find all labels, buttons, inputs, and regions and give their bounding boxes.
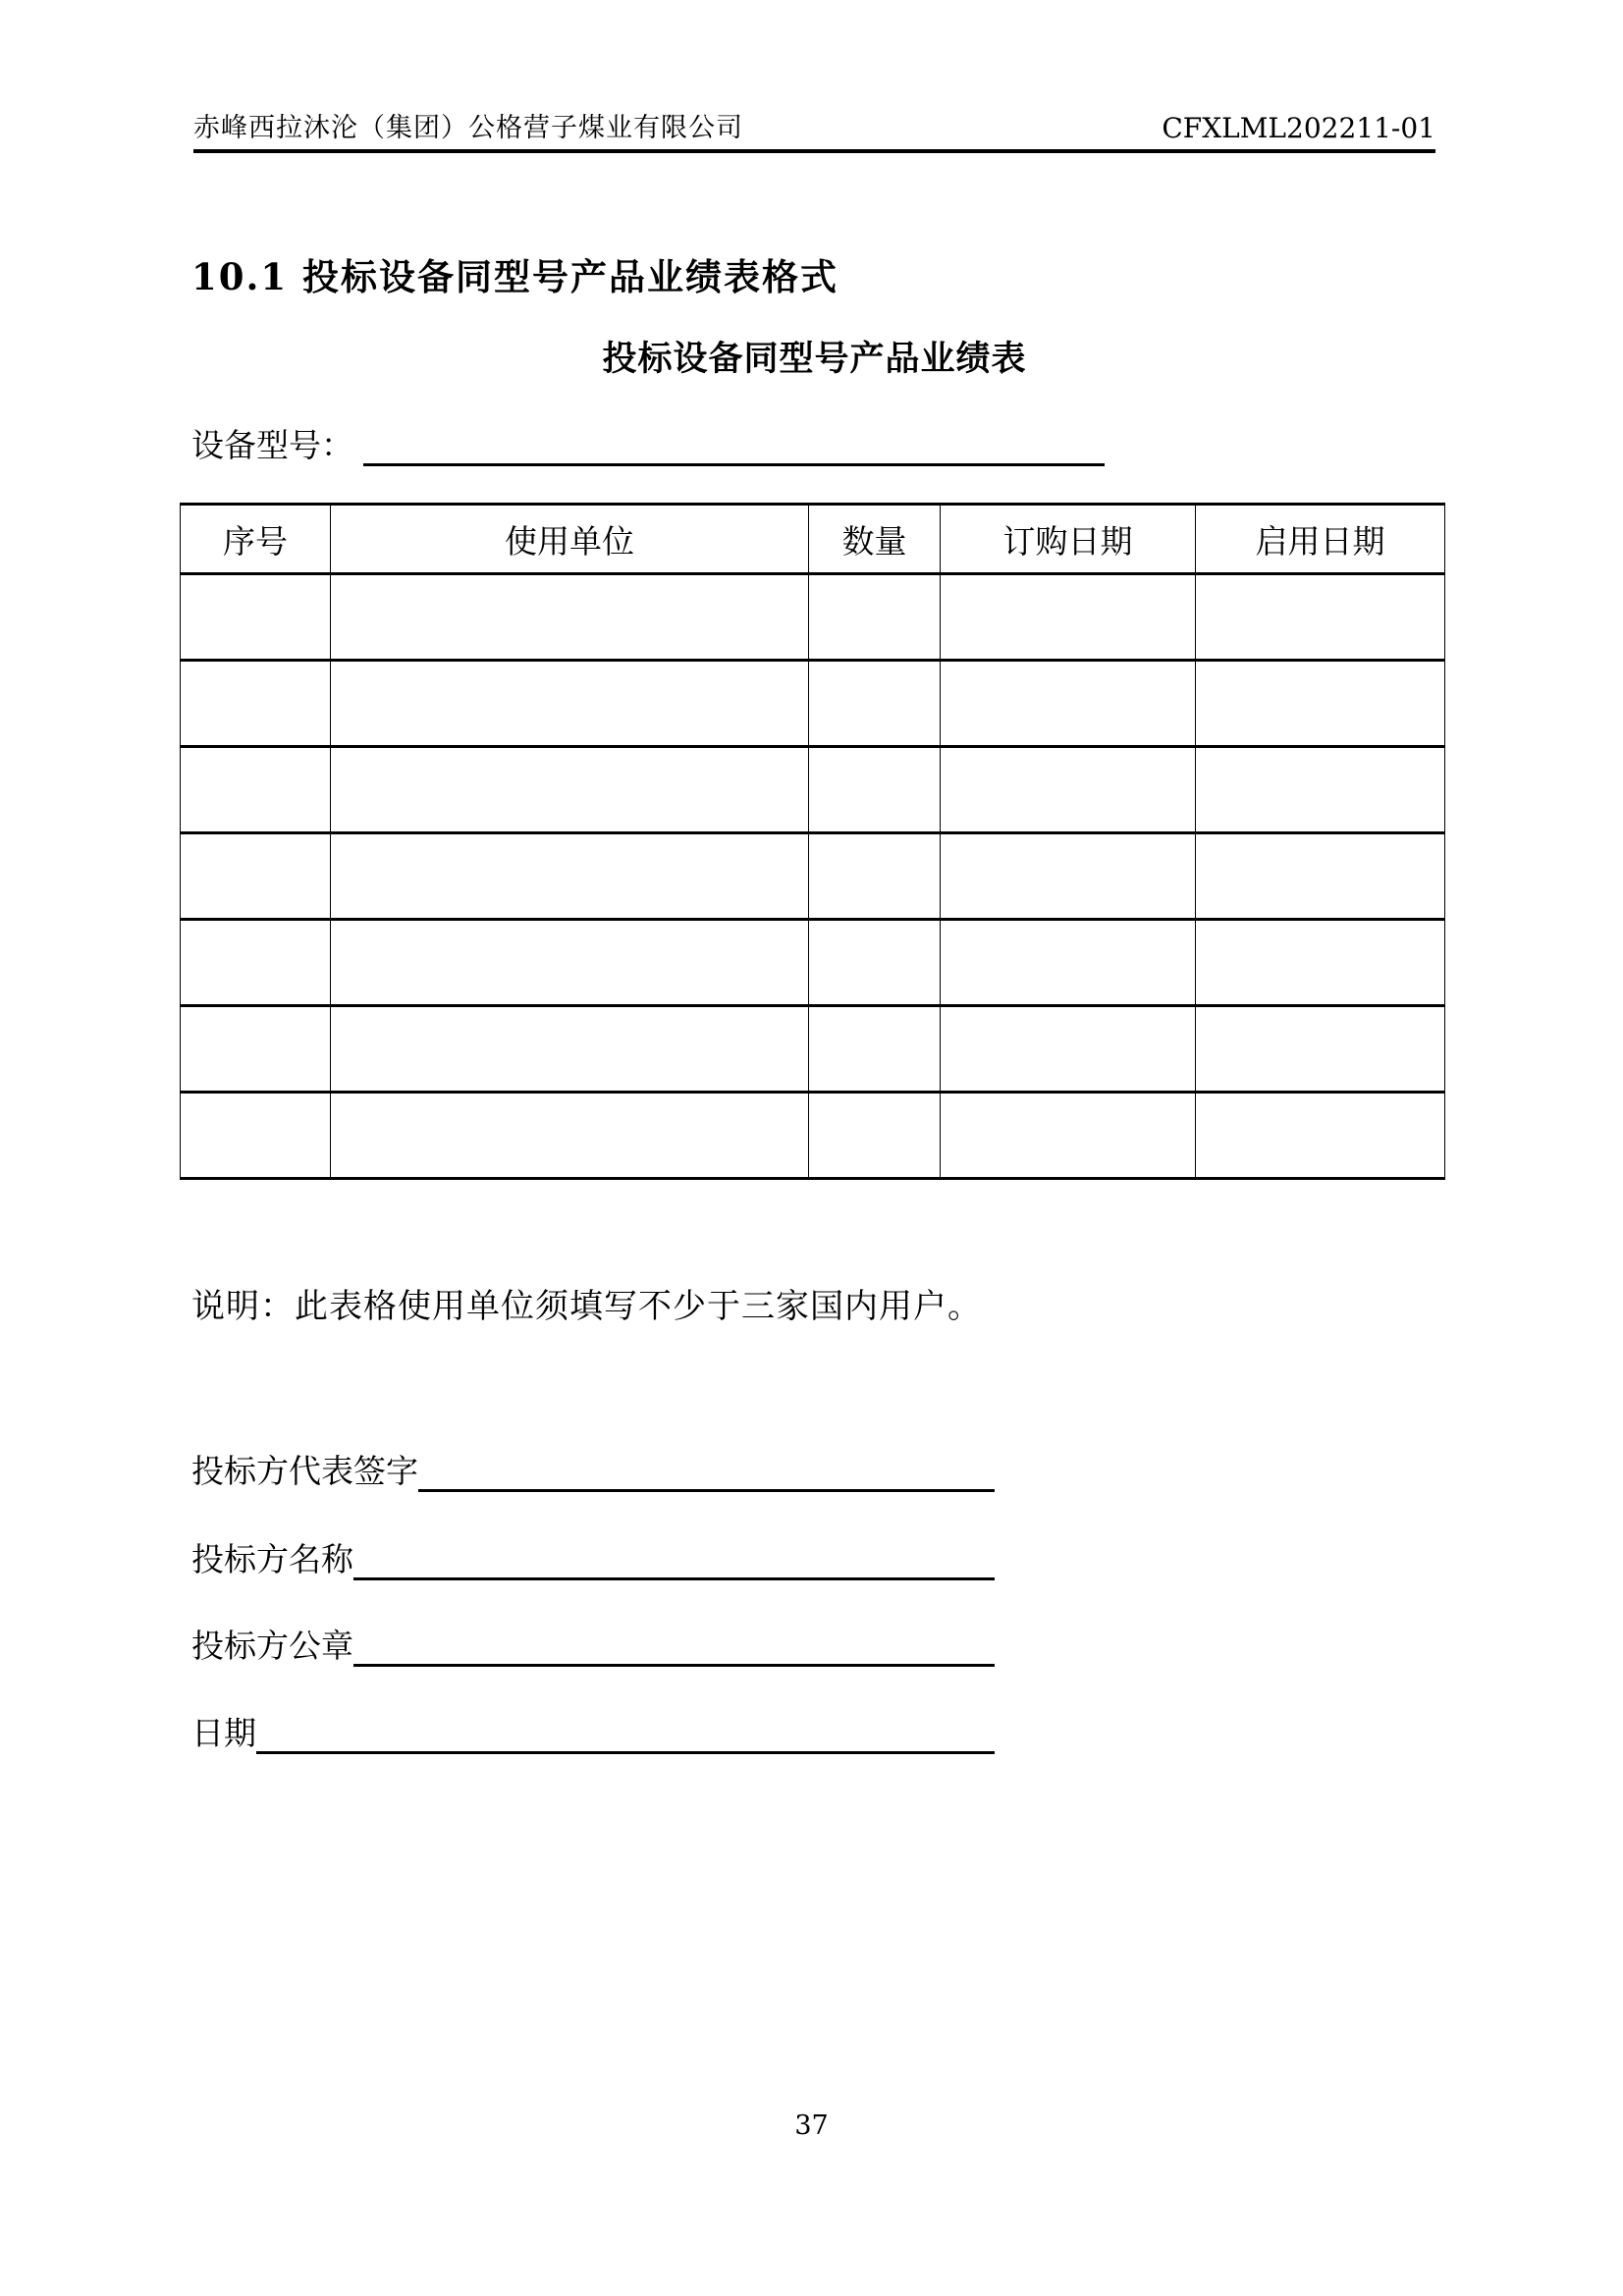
table-title: 投标设备同型号产品业绩表 <box>602 339 1027 379</box>
table-row <box>181 920 1445 1006</box>
table-cell <box>941 661 1196 747</box>
header-company-name: 赤峰西拉沐沦（集团）公格营子煤业有限公司 <box>193 113 743 143</box>
table-cell <box>331 747 809 833</box>
table-cell <box>1196 661 1445 747</box>
table-row <box>181 833 1445 920</box>
table-cell <box>941 1006 1196 1093</box>
table-cell <box>809 574 941 661</box>
table-header-row <box>181 505 1445 574</box>
signature-blank-date <box>256 1712 995 1754</box>
header-doc-code: CFXLML202211-01 <box>1162 112 1435 144</box>
table-row <box>181 574 1445 661</box>
table-cell <box>181 1006 331 1093</box>
table-row <box>181 1006 1445 1093</box>
table-cell <box>181 833 331 920</box>
table-cell <box>331 920 809 1006</box>
signature-blank-bidder-seal <box>353 1625 995 1667</box>
signature-row-representative <box>191 1453 995 1492</box>
table-cell <box>809 1006 941 1093</box>
signature-row-date <box>191 1715 995 1754</box>
table-cell <box>941 1093 1196 1179</box>
table-cell <box>941 833 1196 920</box>
table-cell <box>181 1093 331 1179</box>
table-cell <box>941 747 1196 833</box>
performance-table-body <box>181 574 1445 1179</box>
page-header <box>193 106 1435 153</box>
table-cell <box>331 1006 809 1093</box>
signature-label-date: 日期 <box>191 1714 256 1752</box>
table-cell <box>809 1093 941 1179</box>
table-cell <box>941 574 1196 661</box>
table-cell <box>1196 747 1445 833</box>
col-header-quantity: 数量 <box>809 505 941 574</box>
performance-table-head <box>181 505 1445 574</box>
table-cell <box>181 920 331 1006</box>
col-header-user-unit: 使用单位 <box>331 505 809 574</box>
signature-row-bidder-name <box>191 1541 995 1580</box>
signature-blank-representative <box>418 1450 995 1492</box>
table-cell <box>809 661 941 747</box>
signature-row-bidder-seal <box>191 1628 995 1667</box>
col-header-index: 序号 <box>181 505 331 574</box>
signature-label-representative: 投标方代表签字 <box>191 1452 418 1490</box>
table-cell <box>1196 1006 1445 1093</box>
col-header-order-date: 订购日期 <box>941 505 1196 574</box>
device-model-line <box>191 420 1105 466</box>
section-title: 10.1 投标设备同型号产品业绩表格式 <box>191 255 839 298</box>
table-cell <box>331 574 809 661</box>
table-cell <box>181 574 331 661</box>
page-number: 37 <box>794 2110 829 2141</box>
table-cell <box>1196 833 1445 920</box>
table-cell <box>331 661 809 747</box>
table-row <box>181 747 1445 833</box>
table-row <box>181 1093 1445 1179</box>
table-cell <box>331 833 809 920</box>
table-cell <box>1196 574 1445 661</box>
table-row <box>181 661 1445 747</box>
table-cell <box>941 920 1196 1006</box>
table-cell <box>809 833 941 920</box>
signature-label-bidder-name: 投标方名称 <box>191 1540 353 1578</box>
table-cell <box>809 920 941 1006</box>
table-cell <box>331 1093 809 1179</box>
table-cell <box>181 747 331 833</box>
device-model-blank-line <box>363 428 1105 466</box>
device-model-label: 设备型号： <box>191 426 353 464</box>
performance-table <box>180 503 1445 1180</box>
signature-blank-bidder-name <box>353 1538 995 1580</box>
signature-label-bidder-seal: 投标方公章 <box>191 1627 353 1665</box>
note-text: 说明：此表格使用单位须填写不少于三家国内用户。 <box>191 1287 982 1326</box>
table-cell <box>1196 920 1445 1006</box>
table-cell <box>181 661 331 747</box>
table-cell <box>1196 1093 1445 1179</box>
table-cell <box>809 747 941 833</box>
col-header-start-date: 启用日期 <box>1196 505 1445 574</box>
